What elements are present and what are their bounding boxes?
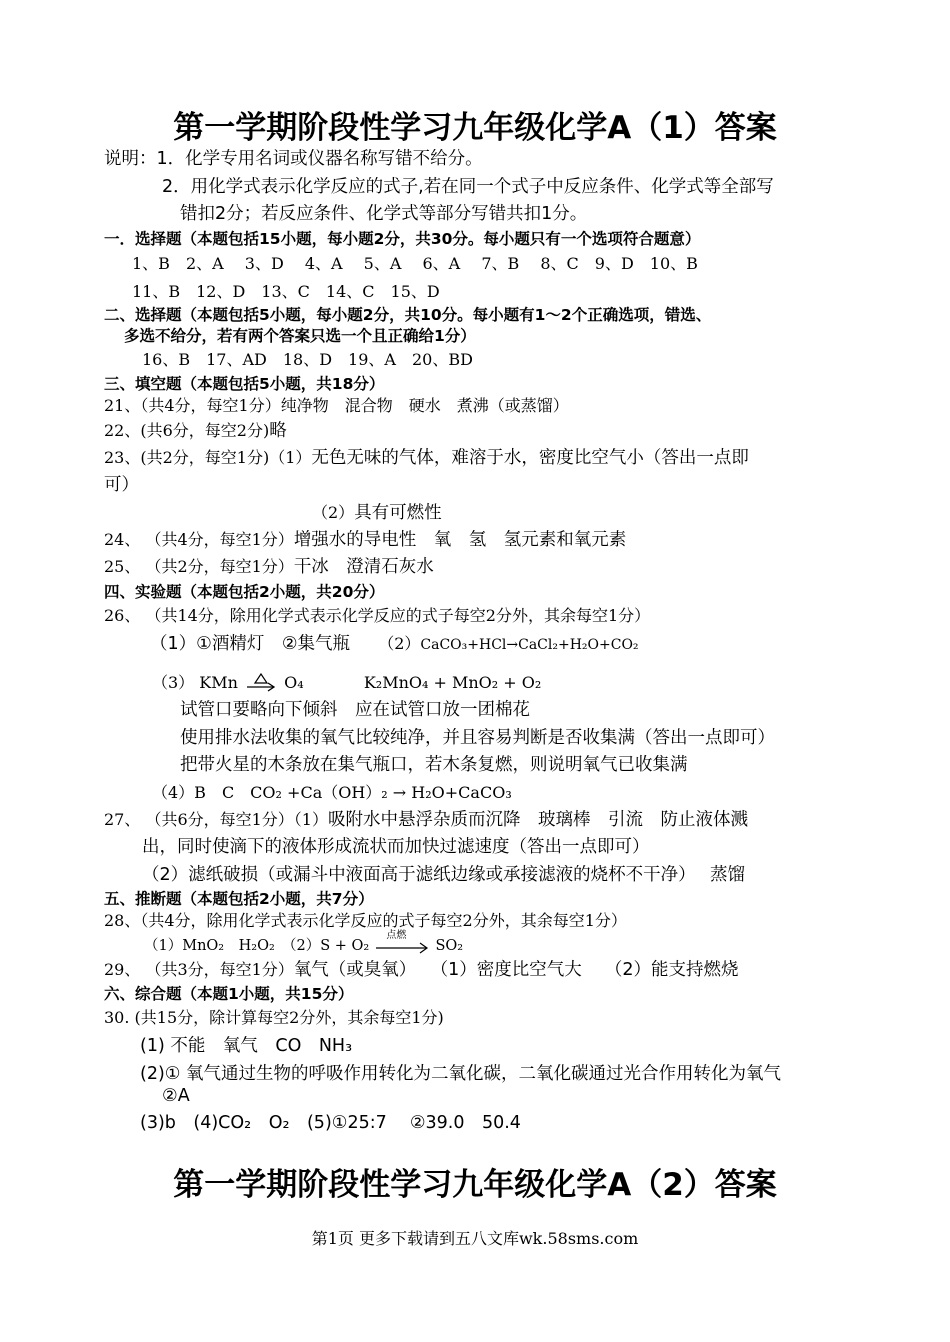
question-28-answer-prefix: （1）MnO₂ H₂O₂ （2）S + O₂ [144,938,370,954]
question-26-part-3-reactant: O₄ [284,673,304,692]
question-30-part-3-5: (3)b (4)CO₂ O₂ (5)①25:7 ②39.0 50.4 [140,1113,521,1133]
question-21: 21、（共4分，每空1分）纯净物 混合物 硬水 煮沸（或蒸馏） [104,396,569,415]
question-25-prefix: 25、 （共2分，每空1分） [104,557,294,576]
question-28: 28、（共4分，除用化学式表示化学反应的式子每空2分外，其余每空1分） [104,911,627,930]
section-6-heading: 六、综合题（本题1小题，共15分） [104,985,354,1003]
section-1-heading: 一．选择题（本题包括15小题，每小题2分，共30分。每小题只有一个选项符合题意） [104,230,701,248]
section-2-heading-line-1: 二、选择题（本题包括5小题，每小题2分，共10分。每小题有1～2个正确选项，错选、 [104,306,712,324]
question-25-answer: 干冰 澄清石灰水 [293,557,434,577]
question-26-part-1-2 [150,633,639,656]
question-27-answer-c: （2）滤纸破损（或漏斗中液面高于滤纸边缘或承接滤液的烧杯不干净） 蒸馏 [142,865,745,885]
section-5-heading: 五、推断题（本题包括2小题，共7分） [104,890,374,908]
question-26-part-2-prefix: （2） [378,634,421,653]
question-28-answer-product: SO₂ [435,938,464,954]
question-27-answer-b: 出，同时使滴下的液体形成流状而加快过滤速度（答出一点即可） [142,837,650,857]
question-27-answer-a: 吸附水中悬浮杂质而沉降 玻璃棒 引流 防止液体溅 [328,810,748,830]
question-22 [104,420,287,442]
question-23-answer-2: 具有可燃性 [354,503,442,523]
question-29-prefix: 29、 （共3分，每空1分） [104,960,294,979]
question-22-prefix: 22、(共6分，每空2分) [104,421,270,440]
question-27-prefix: 27、 （共6分，每空1分）（1） [104,810,328,829]
question-26-part-4: （4）B C CO₂ +Ca（OH）₂ → H₂O+CaCO₃ [152,783,512,802]
section-2-answers: 16、B 17、AD 18、D 19、A 20、BD [142,350,473,369]
question-23-part-2-prefix: （2） [312,503,355,522]
next-section-title: 第一学期阶段性学习九年级化学A（2）答案 [173,1167,777,1203]
question-25 [104,556,434,578]
question-26: 26、 （共14分，除用化学式表示化学反应的式子每空2分外，其余每空1分） [104,606,651,625]
question-29 [104,959,738,981]
question-30-part-2b: ②A [162,1086,190,1106]
heating-arrow-icon [243,673,279,695]
section-1-answers-row-1: 1、B 2、A 3、D 4、A 5、A 6、A 7、B 8、C 9、D 10、B [132,254,698,273]
question-24 [104,529,626,551]
notes-label: 说明： [104,149,157,169]
question-23 [104,447,749,469]
note-2a: 2．用化学式表示化学反应的式子,若在同一个式子中反应条件、化学式等全部写 [162,177,774,197]
question-23-prefix: 23、(共2分，每空1分)（1） [104,448,312,467]
question-30-part-2a: (2)① 氧气通过生物的呼吸作用转化为二氧化碳，二氧化碳通过光合作用转化为氧气 [140,1064,782,1084]
question-26-part-3-products: K₂MnO₄ + MnO₂ + O₂ [363,673,542,692]
question-27 [104,809,748,831]
question-24-answer: 增强水的导电性 氧 氢 氢元素和氧元素 [293,530,627,550]
question-29-answer: 氧气（或臭氧） （1）密度比空气大 （2）能支持燃烧 [293,960,739,980]
section-2-heading-line-2: 多选不给分，若有两个答案只选一个且正确给1分） [124,327,476,345]
question-23-part-2 [312,502,442,524]
note-1: 1．化学专用名词或仪器名称写错不给分。 [156,149,483,169]
question-26-part-2-equation: CaCO₃+HCl→CaCl₂+H₂O+CO₂ [420,637,639,653]
page-footer: 第1页 更多下载请到五八文库wk.58sms.com [311,1229,639,1248]
question-23-continued: 可） [104,475,139,495]
ignite-arrow-icon [374,929,430,957]
question-24-prefix: 24、 （共4分，每空1分） [104,530,294,549]
section-4-heading: 四、实验题（本题包括2小题，共20分） [104,583,385,601]
question-30: 30. (共15分，除计算每空2分外，其余每空1分) [104,1008,444,1027]
note-2b: 错扣2分；若反应条件、化学式等部分写错共扣1分。 [180,204,588,224]
question-26-part-1: （1）①酒精灯 ②集气瓶 [150,634,351,654]
question-22-answer: 略 [269,421,287,441]
question-26-part-3-prefix: （3） KMn [152,673,238,692]
question-23-answer-1: 无色无味的气体，难溶于水，密度比空气小（答出一点即 [311,448,749,468]
notes-line-1 [104,148,483,170]
question-30-part-1: (1) 不能 氧气 CO NH₃ [140,1036,353,1056]
question-26-part-3-answer-a: 试管口要略向下倾斜 应在试管口放一团棉花 [180,700,530,720]
question-28-answers [144,929,464,957]
question-26-part-3-answer-c: 把带火星的木条放在集气瓶口，若木条复燃，则说明氧气已收集满 [180,755,688,775]
section-1-answers-row-2: 11、B 12、D 13、C 14、C 15、D [132,282,440,301]
question-26-part-3-answer-b: 使用排水法收集的氧气比较纯净，并且容易判断是否收集满（答出一点即可） [180,728,775,748]
question-26-part-3-equation [152,672,541,695]
ignite-condition-label: 点燃 [386,929,407,941]
section-3-heading: 三、填空题（本题包括5小题，共18分） [104,375,385,393]
page-title: 第一学期阶段性学习九年级化学A（1）答案 [173,110,777,146]
